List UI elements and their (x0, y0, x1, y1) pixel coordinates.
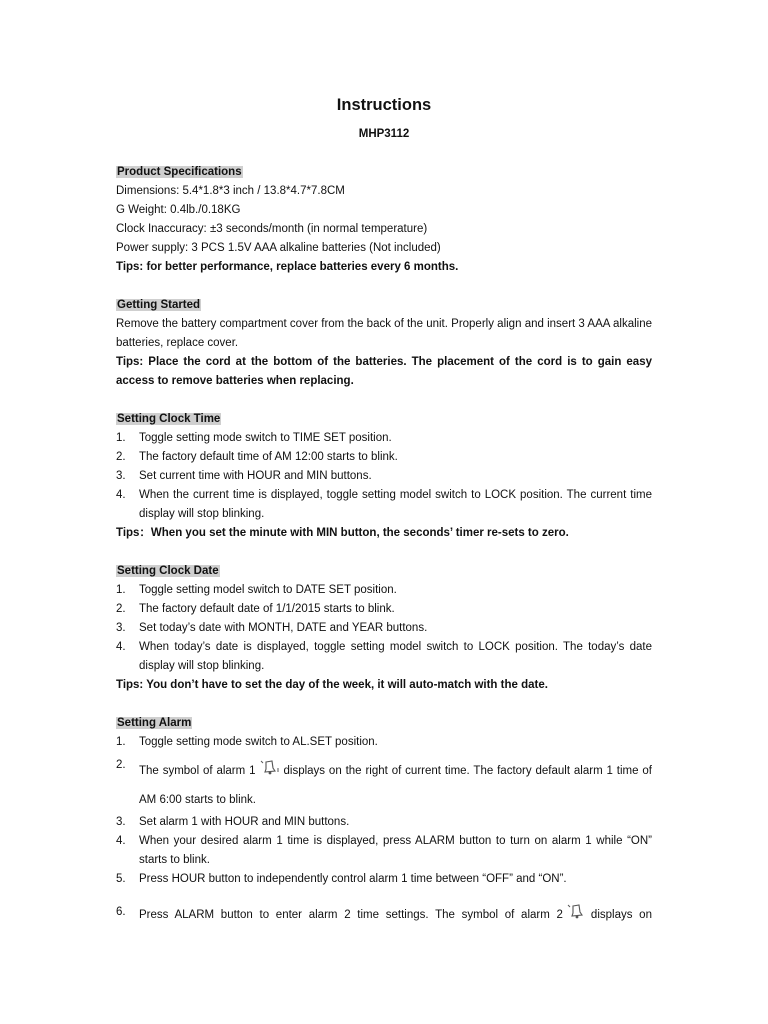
list-item: 2. The factory default time of AM 12:00 starts to blink. (116, 451, 398, 463)
document-body (116, 163, 652, 928)
bell-icon (260, 759, 280, 787)
list-item: 6. Press ALARM button to enter alarm 2 time settings. The symbol of alarm 2 displays on (116, 903, 652, 928)
clock-date-steps (116, 581, 652, 676)
list-item: 5. Press HOUR button to independently control alarm 1 time between “OFF” and “ON”. (116, 873, 567, 885)
list-item: 1. Toggle setting model switch to DATE SET position. (116, 584, 397, 596)
section-heading-specs: Product Specifications (117, 166, 242, 178)
list-item: 2. The factory default date of 1/1/2015 starts to blink. (116, 603, 395, 615)
spec-dimensions: Dimensions: 5.4*1.8*3 inch / 13.8*4.7*7.8CM (116, 185, 345, 197)
clock-time-tip: Tips：When you set the minute with MIN button, the seconds’ timer re-sets to zero. (116, 527, 569, 539)
list-item: 2. The symbol of alarm 1 displays on the right of current time. The factory default alarm 1 time of AM 6:00 starts to blink. (116, 759, 653, 806)
spec-weight: G Weight: 0.4lb./0.18KG (116, 204, 241, 216)
section-heading-alarm: Setting Alarm (117, 717, 192, 729)
list-item: 3. Set alarm 1 with HOUR and MIN buttons. (116, 816, 350, 828)
section-heading-getting-started: Getting Started (117, 299, 201, 311)
specs-tip: Tips: for better performance, replace batteries every 6 months. (116, 261, 459, 273)
list-item: 1. Toggle setting mode switch to AL.SET position. (116, 736, 378, 748)
clock-date-tip: Tips: You don’t have to set the day of the week, it will auto-match with the date. (116, 679, 548, 691)
model-number: MHP3112 (358, 128, 410, 140)
getting-started-text: Remove the battery compartment cover from the back of the unit. Properly align and insert 3 AAA alkaline batteries, replace cover. (116, 318, 652, 349)
section-heading-clock-time: Setting Clock Time (117, 413, 221, 425)
list-item: 4. When the current time is displayed, toggle setting model switch to LOCK position. The current time display will stop blinking. (116, 489, 652, 520)
document-title: Instructions (336, 96, 432, 114)
section-heading-clock-date: Setting Clock Date (117, 565, 219, 577)
list-item: 1. Toggle setting mode switch to TIME SET position. (116, 432, 392, 444)
list-item: 3. Set today’s date with MONTH, DATE and YEAR buttons. (116, 622, 428, 634)
list-item: 4. When your desired alarm 1 time is displayed, press ALARM button to turn on alarm 1 while “ON” starts to blink. (116, 835, 652, 866)
alarm-steps (116, 733, 652, 928)
spec-power: Power supply: 3 PCS 1.5V AAA alkaline batteries (Not included) (116, 242, 441, 254)
spec-inaccuracy: Clock Inaccuracy: ±3 seconds/month (in normal temperature) (116, 223, 428, 235)
list-item: 3. Set current time with HOUR and MIN buttons. (116, 470, 372, 482)
bell-icon (567, 903, 587, 928)
getting-started-tip: Tips: Place the cord at the bottom of the batteries. The placement of the cord is to gain easy access to remove batteries when replacing. (116, 356, 652, 387)
clock-time-steps (116, 429, 652, 524)
list-item: 4. When today’s date is displayed, toggle setting model switch to LOCK position. The today’s date display will stop blinking. (116, 641, 652, 672)
